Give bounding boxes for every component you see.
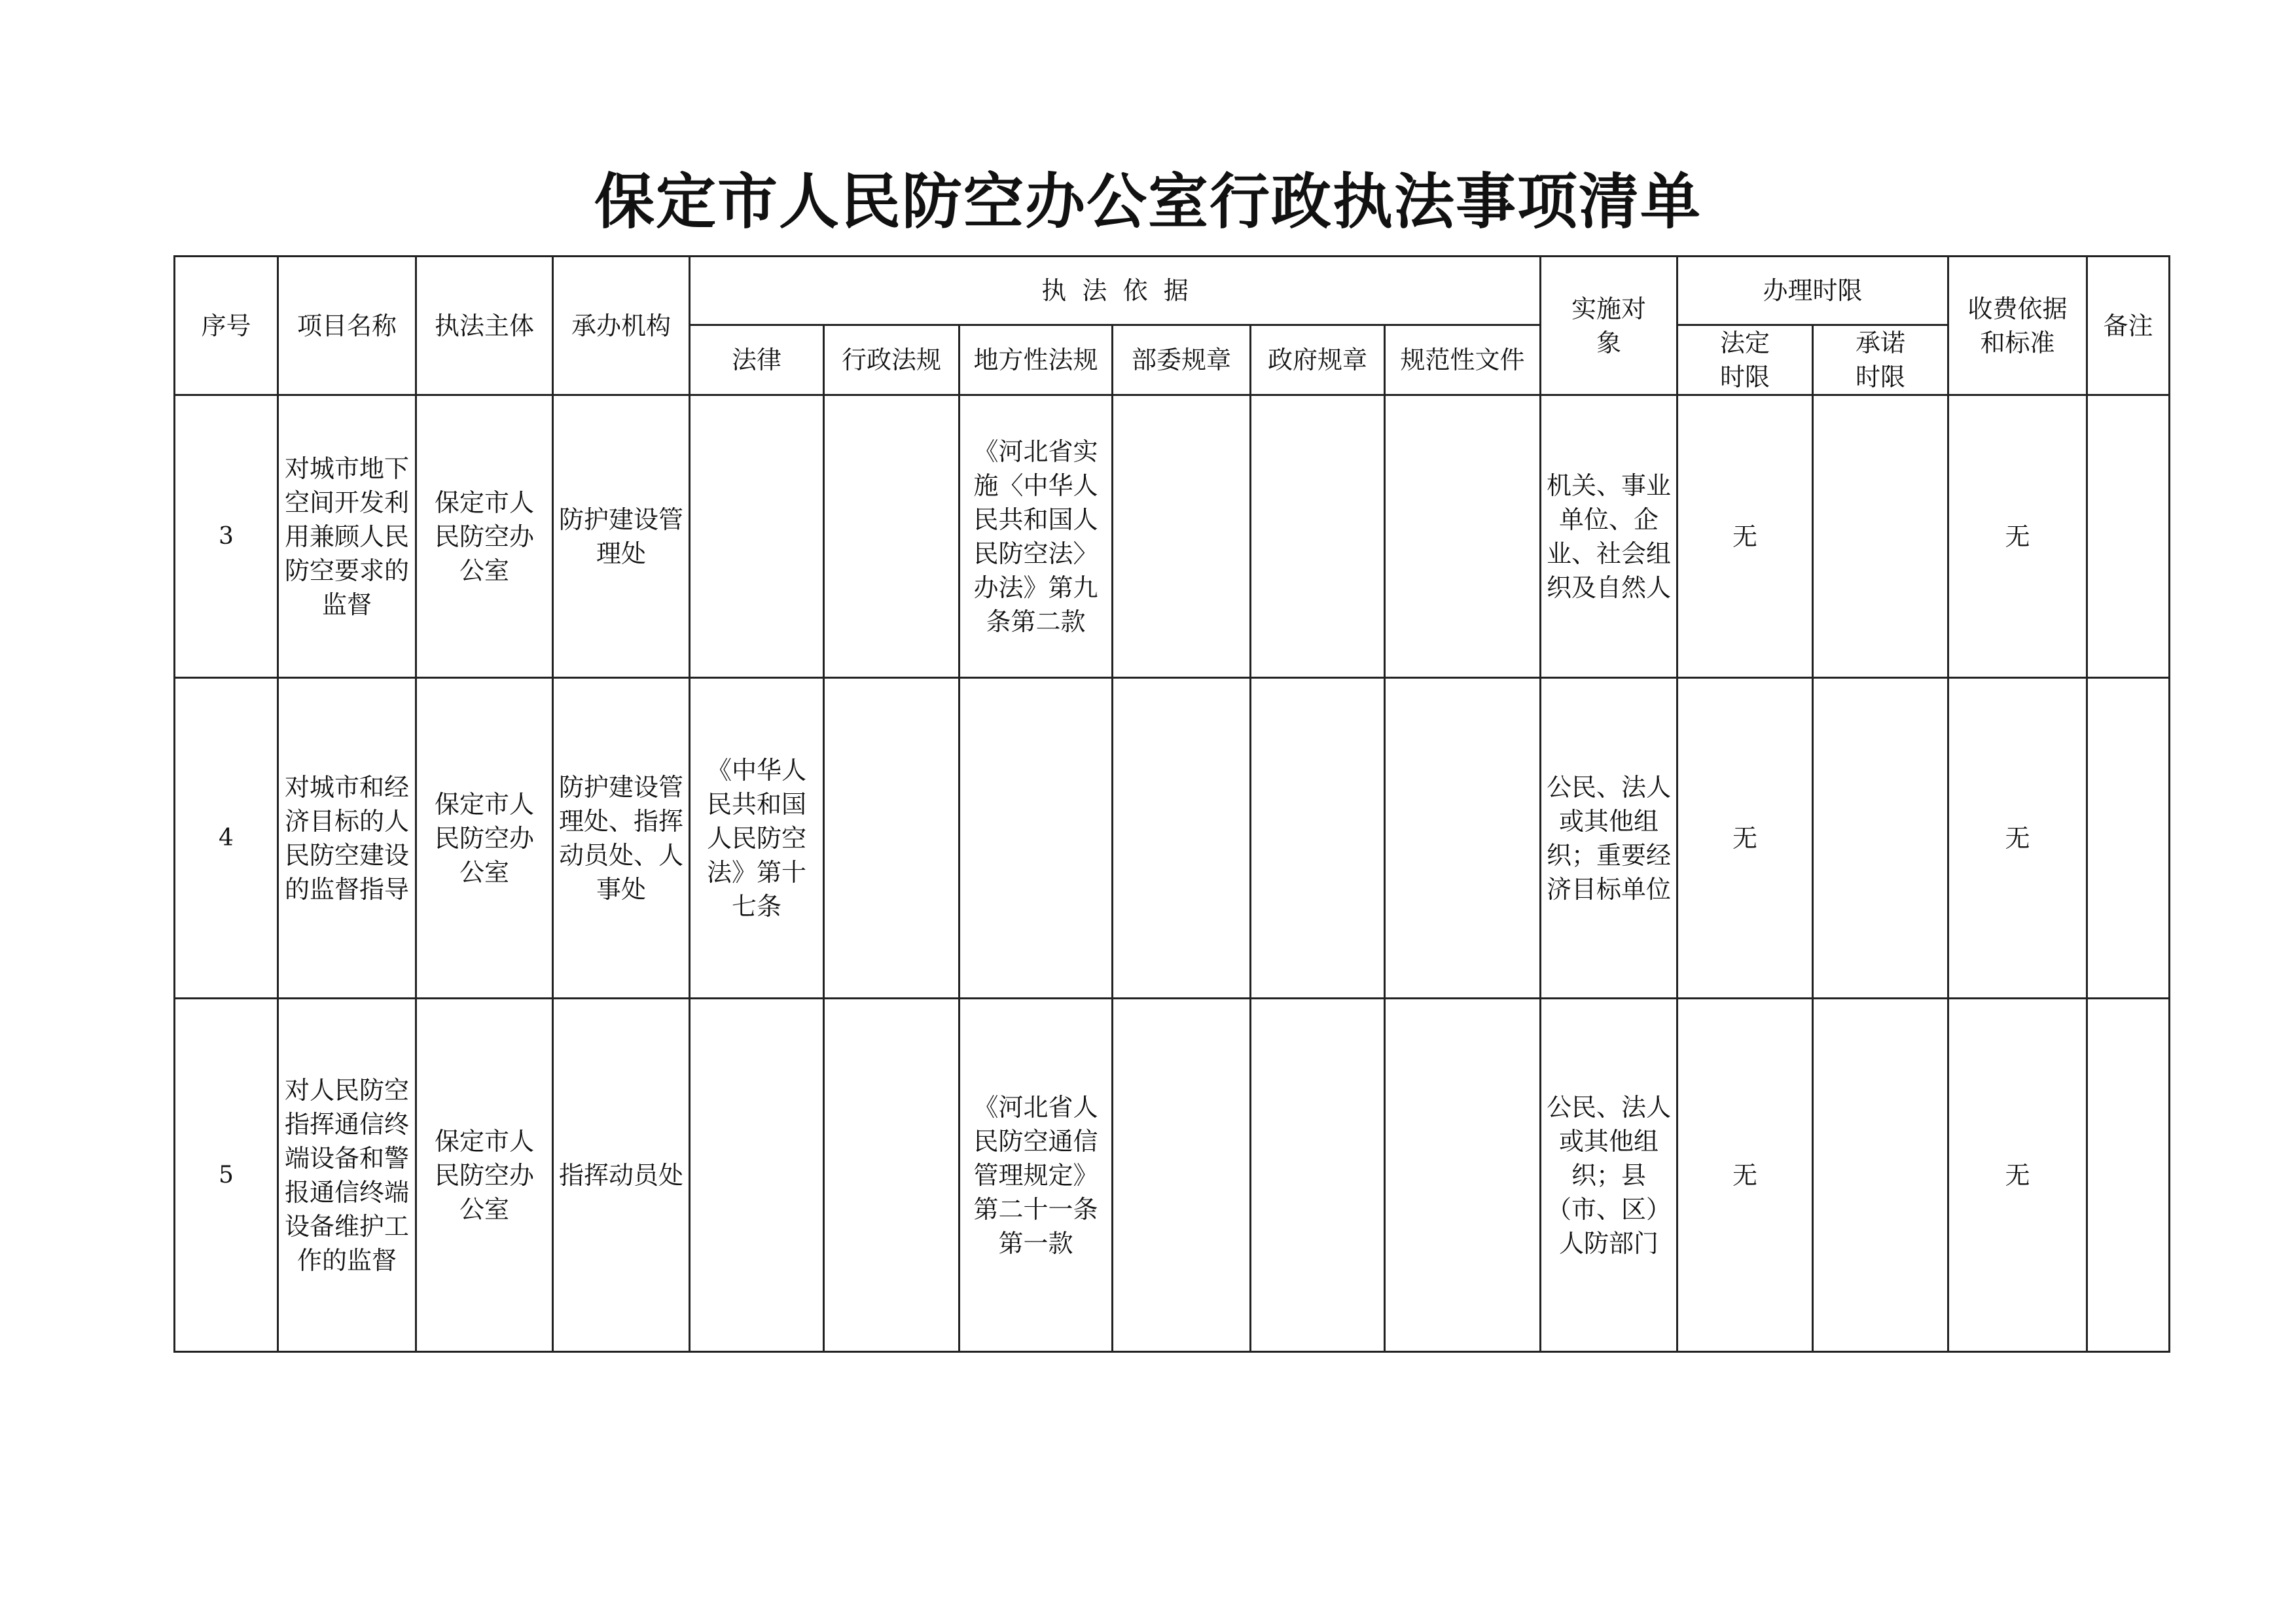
header-target: 实施对象 bbox=[1541, 257, 1677, 395]
row-norm-doc bbox=[1385, 999, 1541, 1352]
row-legal-limit: 无 bbox=[1677, 678, 1813, 999]
header-seq: 序号 bbox=[175, 257, 278, 395]
row-target: 公民、法人或其他组织；重要经济目标单位 bbox=[1541, 678, 1677, 999]
row-seq: 4 bbox=[175, 678, 278, 999]
row-local-reg: 《河北省人民防空通信管理规定》第二十一条第一款 bbox=[960, 999, 1113, 1352]
header-local-reg: 地方性法规 bbox=[960, 325, 1113, 395]
row-law bbox=[690, 999, 824, 1352]
row-gov-rule bbox=[1251, 999, 1385, 1352]
table-row bbox=[175, 999, 2170, 1352]
row-admin-reg bbox=[824, 395, 960, 678]
row-seq: 5 bbox=[175, 999, 278, 1352]
row-item-name: 对人民防空指挥通信终端设备和警报通信终端设备维护工作的监督 bbox=[278, 999, 416, 1352]
row-local-reg bbox=[960, 678, 1113, 999]
header-promise-limit: 承诺时限 bbox=[1813, 325, 1948, 395]
header-row-1 bbox=[175, 257, 2170, 325]
page-title: 保定市人民防空办公室行政执法事项清单 bbox=[594, 167, 1702, 237]
row-fee: 无 bbox=[1948, 999, 2087, 1352]
row-promise-limit bbox=[1813, 999, 1948, 1352]
row-remark bbox=[2087, 999, 2170, 1352]
row-norm-doc bbox=[1385, 678, 1541, 999]
row-gov-rule bbox=[1251, 678, 1385, 999]
row-promise-limit bbox=[1813, 395, 1948, 678]
row-seq: 3 bbox=[175, 395, 278, 678]
row-item-name: 对城市地下空间开发利用兼顾人民防空要求的监督 bbox=[278, 395, 416, 678]
row-legal-limit: 无 bbox=[1677, 999, 1813, 1352]
row-admin-reg bbox=[824, 678, 960, 999]
header-subject: 执法主体 bbox=[416, 257, 553, 395]
row-law bbox=[690, 395, 824, 678]
header-handler: 承办机构 bbox=[553, 257, 690, 395]
enforcement-items-table bbox=[173, 255, 2170, 1353]
row-subject: 保定市人民防空办公室 bbox=[416, 999, 553, 1352]
row-promise-limit bbox=[1813, 678, 1948, 999]
row-norm-doc bbox=[1385, 395, 1541, 678]
header-item-name: 项目名称 bbox=[278, 257, 416, 395]
table-row bbox=[175, 395, 2170, 678]
header-fee: 收费依据和标准 bbox=[1948, 257, 2087, 395]
row-remark bbox=[2087, 395, 2170, 678]
row-admin-reg bbox=[824, 999, 960, 1352]
header-admin-reg: 行政法规 bbox=[824, 325, 960, 395]
row-local-reg: 《河北省实施〈中华人民共和国人民防空法〉办法》第九条第二款 bbox=[960, 395, 1113, 678]
row-subject: 保定市人民防空办公室 bbox=[416, 678, 553, 999]
row-fee: 无 bbox=[1948, 678, 2087, 999]
header-basis: 执 法 依 据 bbox=[690, 257, 1541, 325]
row-target: 机关、事业单位、企业、社会组织及自然人 bbox=[1541, 395, 1677, 678]
header-law: 法律 bbox=[690, 325, 824, 395]
row-gov-rule bbox=[1251, 395, 1385, 678]
row-handler: 防护建设管理处 bbox=[553, 395, 690, 678]
row-item-name: 对城市和经济目标的人民防空建设的监督指导 bbox=[278, 678, 416, 999]
row-target: 公民、法人或其他组织；县（市、区）人防部门 bbox=[1541, 999, 1677, 1352]
header-norm-doc: 规范性文件 bbox=[1385, 325, 1541, 395]
row-remark bbox=[2087, 678, 2170, 999]
row-subject: 保定市人民防空办公室 bbox=[416, 395, 553, 678]
row-dept-rule bbox=[1113, 678, 1251, 999]
row-fee: 无 bbox=[1948, 395, 2087, 678]
row-dept-rule bbox=[1113, 999, 1251, 1352]
header-legal-limit: 法定时限 bbox=[1677, 325, 1813, 395]
row-law: 《中华人民共和国人民防空法》第十七条 bbox=[690, 678, 824, 999]
header-gov-rule: 政府规章 bbox=[1251, 325, 1385, 395]
table-row bbox=[175, 678, 2170, 999]
header-dept-rule: 部委规章 bbox=[1113, 325, 1251, 395]
header-time-limit: 办理时限 bbox=[1677, 257, 1948, 325]
header-remark: 备注 bbox=[2087, 257, 2170, 395]
row-handler: 指挥动员处 bbox=[553, 999, 690, 1352]
row-dept-rule bbox=[1113, 395, 1251, 678]
row-legal-limit: 无 bbox=[1677, 395, 1813, 678]
row-handler: 防护建设管理处、指挥动员处、人事处 bbox=[553, 678, 690, 999]
